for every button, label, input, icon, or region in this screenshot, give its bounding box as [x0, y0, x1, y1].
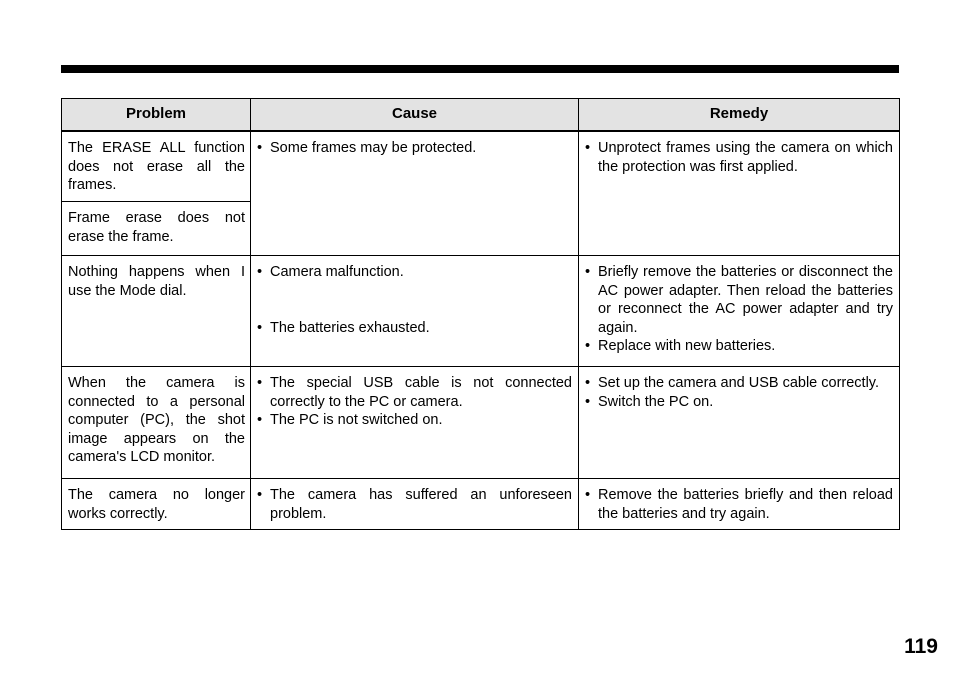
- bullet-icon: •: [585, 393, 591, 410]
- remedy-text: Remove the batteries briefly and then reload the batteries and try again.: [598, 487, 893, 522]
- bullet-icon: •: [257, 264, 263, 280]
- table-header-row: [62, 99, 900, 132]
- bullet-icon: •: [257, 412, 263, 428]
- table-row: [62, 131, 900, 202]
- bullet-icon: •: [585, 338, 591, 354]
- remedy-item: [585, 337, 893, 356]
- bullet-icon: •: [585, 375, 591, 391]
- table-row: [62, 256, 900, 367]
- cause-cell: [251, 131, 579, 256]
- remedy-text: Unprotect frames using the camera on which the protection was first applied.: [598, 140, 893, 175]
- remedy-cell: [579, 256, 900, 367]
- cause-text: The PC is not switched on.: [270, 412, 443, 428]
- remedy-text: Replace with new batteries.: [598, 338, 776, 354]
- cause-text: The batteries exhausted.: [270, 319, 430, 336]
- remedy-cell: [579, 131, 900, 256]
- cause-cell: [251, 256, 579, 367]
- remedy-item: [585, 374, 893, 393]
- remedy-item: [585, 263, 893, 337]
- remedy-cell: [579, 479, 900, 530]
- bullet-icon: •: [257, 487, 263, 503]
- page-number: 119: [904, 635, 938, 658]
- problem-cell: Nothing happens when I use the Mode dial.: [62, 256, 251, 367]
- bullet-icon: •: [585, 487, 591, 503]
- cause-text: The special USB cable is not connected correctly to the PC or camera.: [270, 375, 572, 410]
- header-remedy: Remedy: [579, 99, 900, 132]
- cause-item: [257, 374, 572, 411]
- header-problem: Problem: [62, 99, 251, 132]
- cause-cell: [251, 479, 579, 530]
- table-row: [62, 479, 900, 530]
- bullet-icon: •: [257, 319, 263, 336]
- problem-cell: Frame erase does not erase the frame.: [62, 202, 251, 256]
- header-rule: [61, 65, 899, 73]
- cause-item: [257, 139, 572, 158]
- cause-text: Some frames may be protected.: [270, 140, 477, 156]
- table-row: [62, 367, 900, 479]
- bullet-icon: •: [257, 140, 263, 156]
- remedy-item: [585, 486, 893, 523]
- header-cause: Cause: [251, 99, 579, 132]
- problem-cell: The ERASE ALL function does not erase all the frames.: [62, 131, 251, 202]
- remedy-text: Briefly remove the batteries or disconnect the AC power adapter. Then reload the batteries or reconnect the AC power adapter and try again.: [598, 264, 893, 336]
- cause-item: [257, 486, 572, 523]
- remedy-text: Set up the camera and USB cable correctly.: [598, 375, 880, 391]
- cause-item: [257, 319, 572, 338]
- bullet-icon: •: [585, 140, 591, 156]
- bullet-icon: •: [585, 264, 591, 280]
- cause-item: [257, 263, 572, 282]
- problem-cell: When the camera is connected to a personal computer (PC), the shot image appears on the camera's LCD monitor.: [62, 367, 251, 479]
- remedy-item: [585, 393, 893, 412]
- troubleshooting-table: [61, 98, 900, 530]
- remedy-item: [585, 139, 893, 176]
- cause-text: The camera has suffered an unforeseen problem.: [270, 487, 572, 522]
- cause-item: [257, 411, 572, 430]
- problem-cell: The camera no longer works correctly.: [62, 479, 251, 530]
- bullet-icon: •: [257, 375, 263, 391]
- cause-text: Camera malfunction.: [270, 264, 404, 280]
- remedy-text: Switch the PC on.: [598, 393, 714, 410]
- cause-cell: [251, 367, 579, 479]
- remedy-cell: [579, 367, 900, 479]
